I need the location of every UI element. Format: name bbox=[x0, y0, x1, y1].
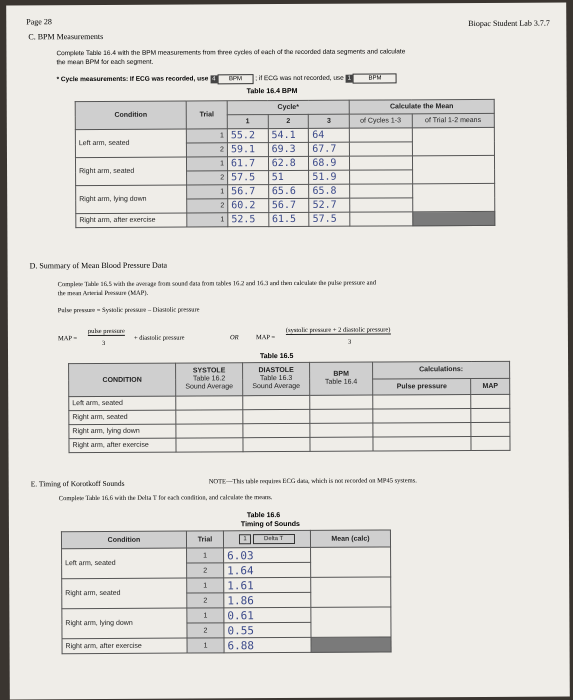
mean-cycles-cell bbox=[350, 212, 413, 226]
table-row bbox=[62, 607, 391, 624]
delta-t-value: 1.86 bbox=[224, 592, 311, 607]
section-c-instruction: Complete Table 16.4 with the BPM measurements from three cycles of each of the recorded data segments and calculate bbox=[56, 48, 406, 58]
table-row bbox=[62, 547, 391, 564]
trial-cell: 1 bbox=[187, 638, 224, 653]
cycle-1-value: 52.5 bbox=[228, 213, 269, 227]
header-pulse-pressure: Pulse pressure bbox=[373, 378, 471, 395]
mean-cycles-cell bbox=[350, 170, 413, 184]
mean-trials-cell bbox=[412, 127, 495, 155]
map-formula-numerator-2: (systolic pressure + 2 diastolic pressure) bbox=[285, 326, 391, 335]
table-16-6 bbox=[61, 529, 392, 654]
header-systole bbox=[176, 363, 243, 396]
delta-t-value: 0.55 bbox=[224, 622, 311, 637]
header-diastole-table: Table 16.3 bbox=[259, 374, 293, 383]
cycle-1-value: 59.1 bbox=[227, 143, 268, 157]
mean-cell bbox=[311, 607, 391, 637]
condition-cell: Right arm, lying down bbox=[69, 424, 176, 439]
cycle-2-value: 69.3 bbox=[268, 142, 309, 156]
table-16-4 bbox=[75, 99, 496, 228]
delta-t-value: 1.61 bbox=[224, 577, 311, 592]
cycle-1-value: 55.2 bbox=[227, 129, 268, 143]
condition-cell: Right arm, lying down bbox=[62, 608, 187, 639]
header-systole-sub: Sound Average bbox=[185, 383, 234, 391]
delta-t-value: 1.64 bbox=[224, 562, 311, 577]
table-16-4-title: Table 16.4 BPM bbox=[246, 87, 298, 96]
mean-trials-cell bbox=[412, 155, 495, 183]
section-c-instruction-2: the mean BPM for each segment. bbox=[56, 58, 154, 67]
page-number: Page 28 bbox=[26, 17, 52, 27]
condition-cell: Right arm, lying down bbox=[76, 185, 187, 214]
map-formula-label: MAP = bbox=[57, 335, 78, 343]
delta-t-value: 0.61 bbox=[224, 607, 311, 622]
header-calc-trials: of Trial 1-2 means bbox=[412, 113, 495, 127]
header-calculations: Calculations: bbox=[373, 361, 510, 378]
section-e-title: E. Timing of Korotkoff Sounds bbox=[30, 478, 125, 489]
condition-cell: Left arm, seated bbox=[69, 396, 176, 411]
header-trial: Trial bbox=[186, 531, 223, 548]
table-row bbox=[69, 436, 510, 452]
header-systole-table: Table 16.2 bbox=[192, 375, 226, 383]
trial-cell: 1 bbox=[187, 548, 224, 563]
header-map: MAP bbox=[471, 378, 510, 395]
mean-cycles-cell bbox=[349, 128, 412, 142]
mean-cycles-cell bbox=[349, 142, 412, 156]
header-cycle: Cycle* bbox=[227, 100, 349, 115]
cycle-3-value: 52.7 bbox=[309, 198, 350, 212]
cycle-2-value: 65.6 bbox=[268, 184, 309, 198]
condition-cell: Right arm, after exercise bbox=[76, 213, 187, 228]
header-condition: CONDITION bbox=[69, 363, 176, 397]
table-row bbox=[76, 183, 495, 199]
trial-cell: 1 bbox=[187, 185, 228, 199]
map-formula-label-2: MAP = bbox=[255, 334, 276, 342]
header-calc-cycles: of Cycles 1-3 bbox=[349, 114, 412, 128]
cycle-1-value: 60.2 bbox=[228, 199, 269, 213]
delta-t-value: 6.03 bbox=[224, 547, 311, 562]
document-page bbox=[6, 3, 570, 700]
cycle-note-text: * Cycle measurements: If ECG was recorded, use bbox=[56, 75, 209, 84]
header-mean: Mean (calc) bbox=[310, 530, 390, 547]
cycle-note-text-2: ; if ECG was not recorded, use bbox=[255, 74, 344, 83]
lab-title: Biopac Student Lab 3.7.7 bbox=[468, 18, 550, 29]
trial-cell: 2 bbox=[187, 593, 224, 608]
condition-cell: Left arm, seated bbox=[62, 548, 187, 579]
mean-cell bbox=[311, 547, 391, 577]
cycle-2-value: 61.5 bbox=[268, 212, 309, 226]
mean-cycles-cell bbox=[350, 184, 413, 198]
cycle-3-value: 57.5 bbox=[309, 212, 350, 226]
trial-cell: 2 bbox=[186, 143, 227, 157]
header-trial: Trial bbox=[186, 101, 227, 129]
header-bpm-table: Table 16.4 bbox=[324, 378, 358, 386]
condition-cell: Right arm, after exercise bbox=[69, 438, 176, 453]
channel-box-1: 1 bbox=[239, 534, 250, 544]
trial-cell: 1 bbox=[186, 157, 227, 171]
section-d-title: D. Summary of Mean Blood Pressure Data bbox=[29, 260, 168, 271]
section-e-instruction: Complete Table 16.6 with the Delta T for each condition, and calculate the means. bbox=[58, 494, 273, 503]
header-condition: Condition bbox=[61, 531, 186, 549]
header-condition: Condition bbox=[75, 101, 186, 130]
trial-cell: 2 bbox=[187, 171, 228, 185]
trial-cell: 2 bbox=[187, 563, 224, 578]
header-diastole-sub: Sound Average bbox=[252, 382, 301, 391]
table-16-5 bbox=[68, 361, 510, 453]
map-formula-diastolic: + diastolic pressure bbox=[133, 334, 185, 342]
cycle-3-value: 51.9 bbox=[309, 170, 350, 184]
trial-cell: 2 bbox=[187, 199, 228, 213]
section-e-note: NOTE—This table requires ECG data, which is not recorded on MP45 systems. bbox=[208, 477, 417, 486]
channel-box-1: 1 bbox=[346, 75, 353, 83]
section-c-title: C. BPM Measurements bbox=[28, 31, 104, 42]
bpm-box: BPM bbox=[217, 74, 253, 84]
delta-t-box: Delta T bbox=[253, 534, 295, 544]
table-16-6-title: Table 16.6 bbox=[246, 512, 281, 520]
cycle-1-value: 61.7 bbox=[227, 157, 268, 171]
condition-cell: Right arm, seated bbox=[62, 578, 187, 609]
header-diastole-title: DIASTOLE bbox=[258, 366, 294, 375]
or-text: OR bbox=[229, 334, 239, 342]
header-cycle-3: 3 bbox=[309, 114, 350, 128]
trial-cell: 2 bbox=[187, 623, 224, 638]
bpm-box-2: BPM bbox=[353, 73, 397, 83]
section-d-instruction: Complete Table 16.5 with the average from sound data from tables 16.2 and 16.3 and then calculate the pulse pressure and bbox=[57, 279, 377, 289]
pulse-pressure-formula: Pulse pressure = Systolic pressure – Diastolic pressure bbox=[57, 306, 200, 315]
cycle-3-value: 65.8 bbox=[309, 184, 350, 198]
table-row bbox=[75, 127, 494, 143]
condition-cell: Left arm, seated bbox=[75, 129, 186, 158]
map-formula-denominator-2: 3 bbox=[347, 338, 352, 346]
table-row bbox=[76, 211, 495, 227]
header-diastole bbox=[243, 362, 310, 395]
header-cycle-1: 1 bbox=[227, 115, 268, 129]
cycle-3-value: 64 bbox=[309, 128, 350, 142]
map-formula-numerator: pulse pressure bbox=[87, 327, 125, 336]
cycle-2-value: 62.8 bbox=[268, 156, 309, 170]
map-formula-denominator: 3 bbox=[101, 339, 106, 347]
condition-cell: Right arm, seated bbox=[69, 410, 176, 425]
header-bpm-title: BPM bbox=[333, 370, 349, 378]
header-systole-title: SYSTOLE bbox=[192, 367, 226, 375]
header-bpm bbox=[310, 362, 373, 395]
header-delta-t bbox=[223, 530, 310, 547]
delta-t-value: 6.88 bbox=[224, 637, 311, 652]
cycle-3-value: 68.9 bbox=[309, 156, 350, 170]
mean-trials-cell bbox=[412, 183, 495, 211]
cycle-1-value: 56.7 bbox=[228, 185, 269, 199]
trial-cell: 1 bbox=[187, 608, 224, 623]
condition-cell: Right arm, after exercise bbox=[62, 638, 187, 654]
trial-cell: 1 bbox=[186, 129, 227, 143]
mean-cycles-cell bbox=[350, 198, 413, 212]
cycle-2-value: 54.1 bbox=[268, 128, 309, 142]
cycle-1-value: 57.5 bbox=[228, 171, 269, 185]
trial-cell: 1 bbox=[187, 578, 224, 593]
channel-box-4: 4 bbox=[210, 75, 217, 83]
table-row bbox=[62, 577, 391, 594]
cycle-2-value: 56.7 bbox=[268, 198, 309, 212]
table-16-6-subtitle: Timing of Sounds bbox=[240, 520, 300, 529]
mean-cycles-cell bbox=[349, 156, 412, 170]
mean-cell bbox=[311, 577, 391, 607]
table-row bbox=[62, 637, 391, 654]
cycle-note bbox=[57, 73, 397, 85]
header-calc: Calculate the Mean bbox=[349, 99, 494, 114]
table-row bbox=[75, 155, 494, 171]
condition-cell: Right arm, seated bbox=[75, 157, 186, 186]
mean-cell-disabled bbox=[311, 637, 391, 652]
mean-trials-cell-disabled bbox=[412, 211, 495, 225]
cycle-3-value: 67.7 bbox=[309, 142, 350, 156]
header-cycle-2: 2 bbox=[268, 114, 309, 128]
table-16-5-title: Table 16.5 bbox=[260, 352, 294, 361]
cycle-2-value: 51 bbox=[268, 170, 309, 184]
trial-cell: 1 bbox=[187, 213, 228, 227]
section-d-instruction-2: the mean Arterial Pressure (MAP). bbox=[57, 289, 149, 298]
